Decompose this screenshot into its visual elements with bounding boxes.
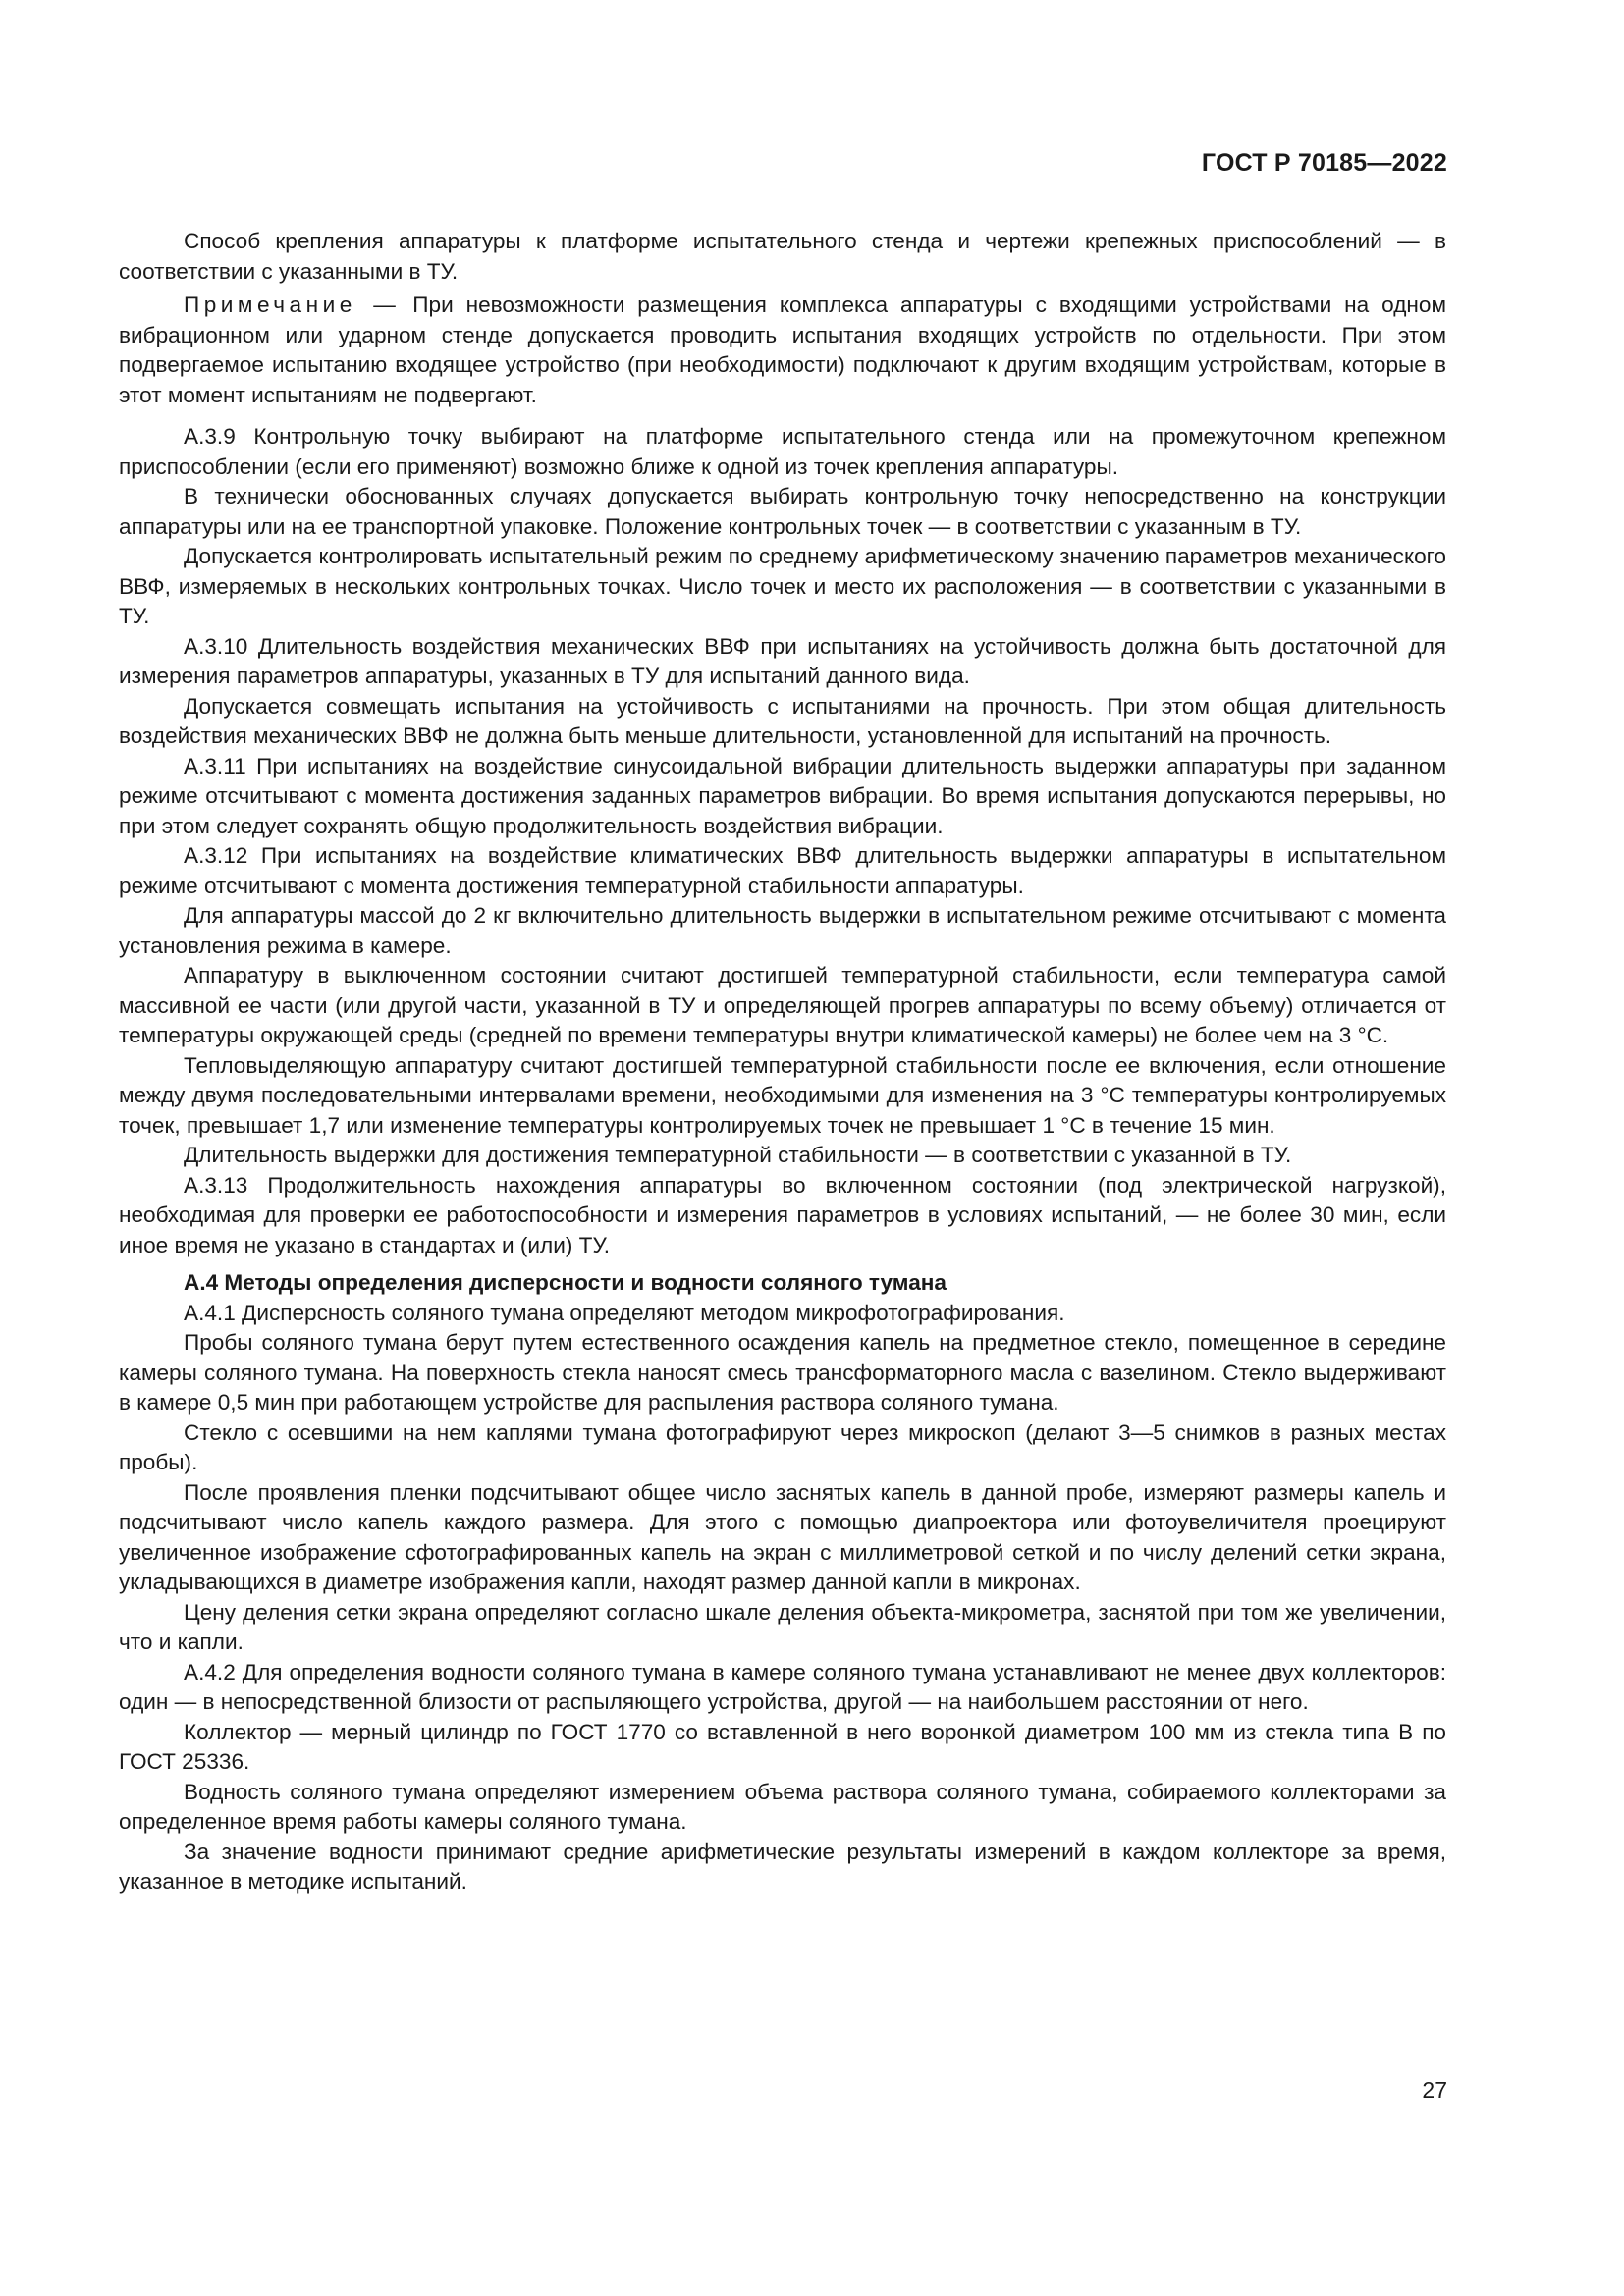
paragraph: Пробы соляного тумана берут путем естественного осаждения капель на предметное стекло, помещенное в середине камеры соляного тумана. На поверхность стекла наносят смесь трансформаторного масла с вазелином. Стекло выдерживают в камере 0,5 мин при работающем устройстве для распыления раствора соляного тумана. [119,1330,1446,1415]
document-body [119,227,1446,1897]
paragraph: Аппаратуру в выключенном состоянии считают достигшей температурной стабильности, если температура самой массивной ее части (или другой части, указанной в ТУ и определяющей прогрев аппаратуры по всему объему) отличается от температуры окружающей среды (средней по времени температуры внутри климатической камеры) не более чем на 3 °С. [119,963,1446,1047]
section-heading: А.4 Методы определения дисперсности и водности соляного тумана [184,1270,947,1295]
paragraph: А.3.13 Продолжительность нахождения аппаратуры во включенном состоянии (под электрической нагрузкой), необходимая для проверки ее работоспособности и измерения параметров в условиях испытаний, — не более 30 мин, если иное время не указано в стандартах и (или) ТУ. [119,1172,1446,1257]
paragraph: А.3.10 Длительность воздействия механических ВВФ при испытаниях на устойчивость должна быть достаточной для измерения параметров аппаратуры, указанных в ТУ для испытаний данного вида. [119,633,1446,688]
note-paragraph [119,291,1446,410]
note-text: При невозможности размещения комплекса аппаратуры с входящими устройствами на одном вибрационном или ударном стенде допускается проводить испытания входящих устройств по отдельности. При этом подвергаемое испытанию входящее устройство (при необходимости) подключают к другим входящим устройствам, которые в этот момент испытаниям не подвергают. [119,293,1446,407]
paragraph: Тепловыделяющую аппаратуру считают достигшей температурной стабильности после ее включения, если отношение между двумя последовательными интервалами времени, необходимыми для изменения на 3 °С температуры контролируемых точек, превышает 1,7 или изменение температуры контролируемых точек не превышает 1 °С в течение 15 мин. [119,1052,1446,1138]
paragraph: Водность соляного тумана определяют измерением объема раствора соляного тумана, собираемого коллекторами за определенное время работы камеры соляного тумана. [119,1779,1446,1834]
paragraph: В технически обоснованных случаях допускается выбирать контрольную точку непосредственно на конструкции аппаратуры или на ее транспортной упаковке. Положение контрольных точек — в соответствии с указанным в ТУ. [119,484,1446,539]
paragraph: А.3.12 При испытаниях на воздействие климатических ВВФ длительность выдержки аппаратуры в испытательном режиме отсчитывают с момента достижения температурной стабильности аппаратуры. [119,843,1446,898]
paragraph: Допускается контролировать испытательный режим по среднему арифметическому значению параметров механического ВВФ, измеряемых в нескольких контрольных точках. Число точек и место их расположения — в соответствии с указанными в ТУ. [119,544,1446,628]
paragraph: Допускается совмещать испытания на устойчивость с испытаниями на прочность. При этом общая длительность воздействия механических ВВФ не должна быть меньше длительности, установленной для испытаний на прочность. [119,693,1446,748]
paragraph: А.4.1 Дисперсность соляного тумана определяют методом микрофотографирования. [184,1300,1065,1325]
page-number: 27 [1422,2077,1447,2103]
paragraph: Способ крепления аппаратуры к платформе испытательного стенда и чертежи крепежных приспособлений — в соответствии с указанными в ТУ. [119,229,1446,284]
paragraph: За значение водности принимают средние арифметические результаты измерений в каждом коллекторе за время, указанное в методике испытаний. [119,1839,1446,1894]
paragraph: После проявления пленки подсчитывают общее число заснятых капель в данной пробе, измеряют размеры капель и подсчитывают число капель каждого размера. Для этого с помощью диапроектора или фотоувеличителя проецируют увеличенное изображение сфотографированных капель на экран с миллиметровой сеткой и по числу делений сетки экрана, укладывающихся в диаметре изображения капли, находят размер данной капли в микронах. [119,1479,1446,1594]
paragraph: Для аппаратуры массой до 2 кг включительно длительность выдержки в испытательном режиме отсчитывают с момента установления режима в камере. [119,903,1446,958]
paragraph: А.4.2 Для определения водности соляного тумана в камере соляного тумана устанавливают не менее двух коллекторов: один — в непосредственной близости от распыляющего устройства, другой — на наибольшем расстоянии от него. [119,1659,1446,1714]
paragraph: Длительность выдержки для достижения температурной стабильности — в соответствии с указанной в ТУ. [184,1143,1292,1167]
document-code-header: ГОСТ Р 70185—2022 [1201,149,1447,177]
paragraph: А.3.9 Контрольную точку выбирают на платформе испытательного стенда или на промежуточном крепежном приспособлении (если его применяют) возможно ближе к одной из точек крепления аппаратуры. [119,424,1446,479]
paragraph: Стекло с осевшими на нем каплями тумана фотографируют через микроскоп (делают 3—5 снимков в разных местах пробы). [119,1419,1446,1474]
paragraph: А.3.11 При испытаниях на воздействие синусоидальной вибрации длительность выдержки аппаратуры при заданном режиме отсчитывают с момента достижения заданных параметров вибрации. Во время испытания допускаются перерывы, но при этом следует сохранять общую продолжительность воздействия вибрации. [119,753,1446,838]
paragraph: Цену деления сетки экрана определяют согласно шкале деления объекта-микрометра, заснятой при том же увеличении, что и капли. [119,1599,1446,1654]
note-label: Примечание — [184,293,401,317]
paragraph: Коллектор — мерный цилиндр по ГОСТ 1770 со вставленной в него воронкой диаметром 100 мм из стекла типа В по ГОСТ 25336. [119,1719,1446,1774]
